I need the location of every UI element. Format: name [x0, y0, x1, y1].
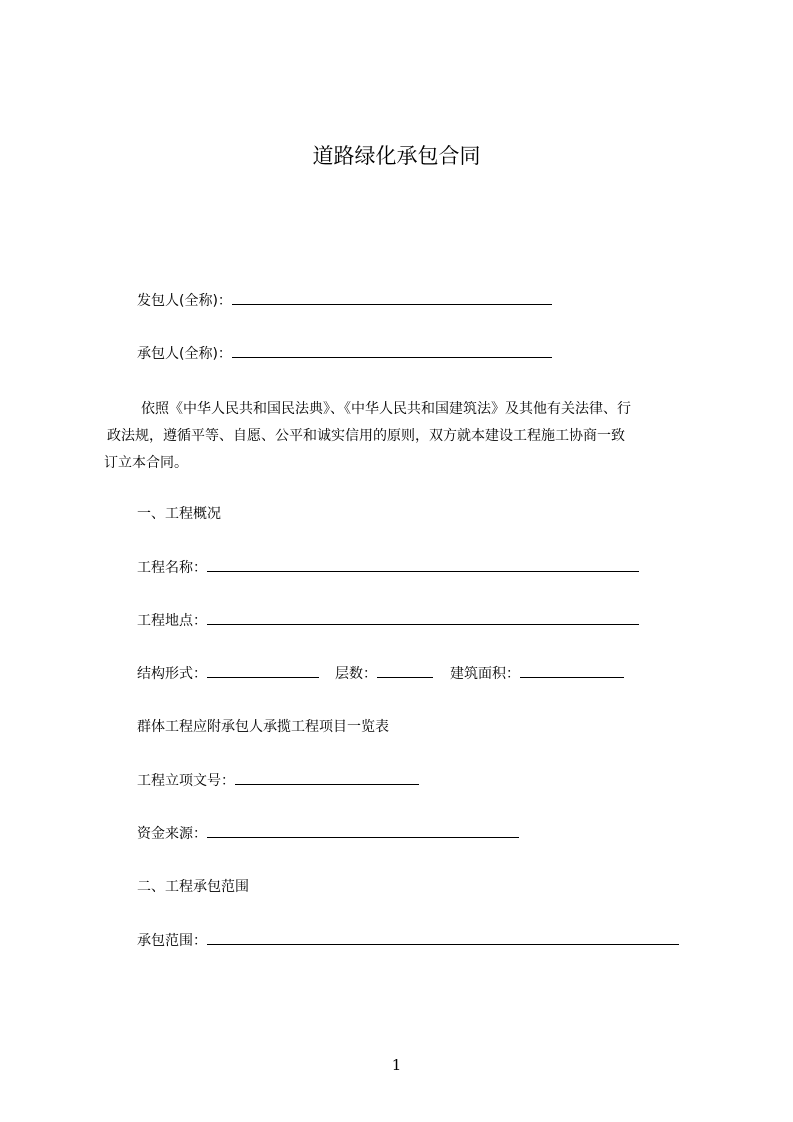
section2-heading: 二、工程承包范围	[137, 879, 249, 895]
project-name-blank[interactable]	[207, 557, 639, 572]
intro-line-3: 订立本合同。	[104, 455, 188, 471]
group-project-note: 群体工程应附承包人承揽工程项目一览表	[137, 719, 389, 735]
contractor-row	[137, 343, 552, 365]
approval-number-row	[137, 770, 419, 792]
structure-label: 结构形式：	[137, 666, 207, 682]
project-name-row	[137, 557, 639, 579]
intro-paragraph	[104, 396, 704, 477]
section1-heading: 一、工程概况	[137, 506, 221, 522]
project-location-row	[137, 610, 639, 632]
structure-row	[137, 663, 624, 685]
scope-label: 承包范围：	[137, 933, 207, 949]
employer-blank[interactable]	[232, 290, 552, 305]
scope-blank[interactable]	[207, 930, 679, 945]
approval-number-blank[interactable]	[235, 770, 419, 785]
funding-source-row	[137, 823, 519, 845]
area-blank[interactable]	[520, 663, 624, 678]
funding-source-label: 资金来源：	[137, 826, 207, 842]
contractor-label: 承包人(全称)：	[137, 346, 232, 362]
project-location-label: 工程地点：	[137, 613, 207, 629]
intro-line-1: 依照《中华人民共和国民法典》、《中华人民共和国建筑法》及其他有关法律、行	[141, 401, 631, 417]
scope-row	[137, 930, 679, 952]
floors-blank[interactable]	[377, 663, 433, 678]
project-location-blank[interactable]	[207, 610, 639, 625]
floors-label: 层数：	[335, 666, 377, 682]
funding-source-blank[interactable]	[207, 823, 519, 838]
page-number: 1	[391, 1056, 402, 1074]
page-title: 道路绿化承包合同	[312, 144, 481, 168]
employer-label: 发包人(全称)：	[137, 293, 232, 309]
contractor-blank[interactable]	[232, 343, 552, 358]
employer-row	[137, 290, 552, 312]
structure-blank[interactable]	[207, 663, 319, 678]
area-label: 建筑面积：	[450, 666, 520, 682]
intro-line-2: 政法规，遵循平等、自愿、公平和诚实信用的原则，双方就本建设工程施工协商一致	[107, 428, 625, 444]
project-name-label: 工程名称：	[137, 560, 207, 576]
approval-number-label: 工程立项文号：	[137, 773, 235, 789]
